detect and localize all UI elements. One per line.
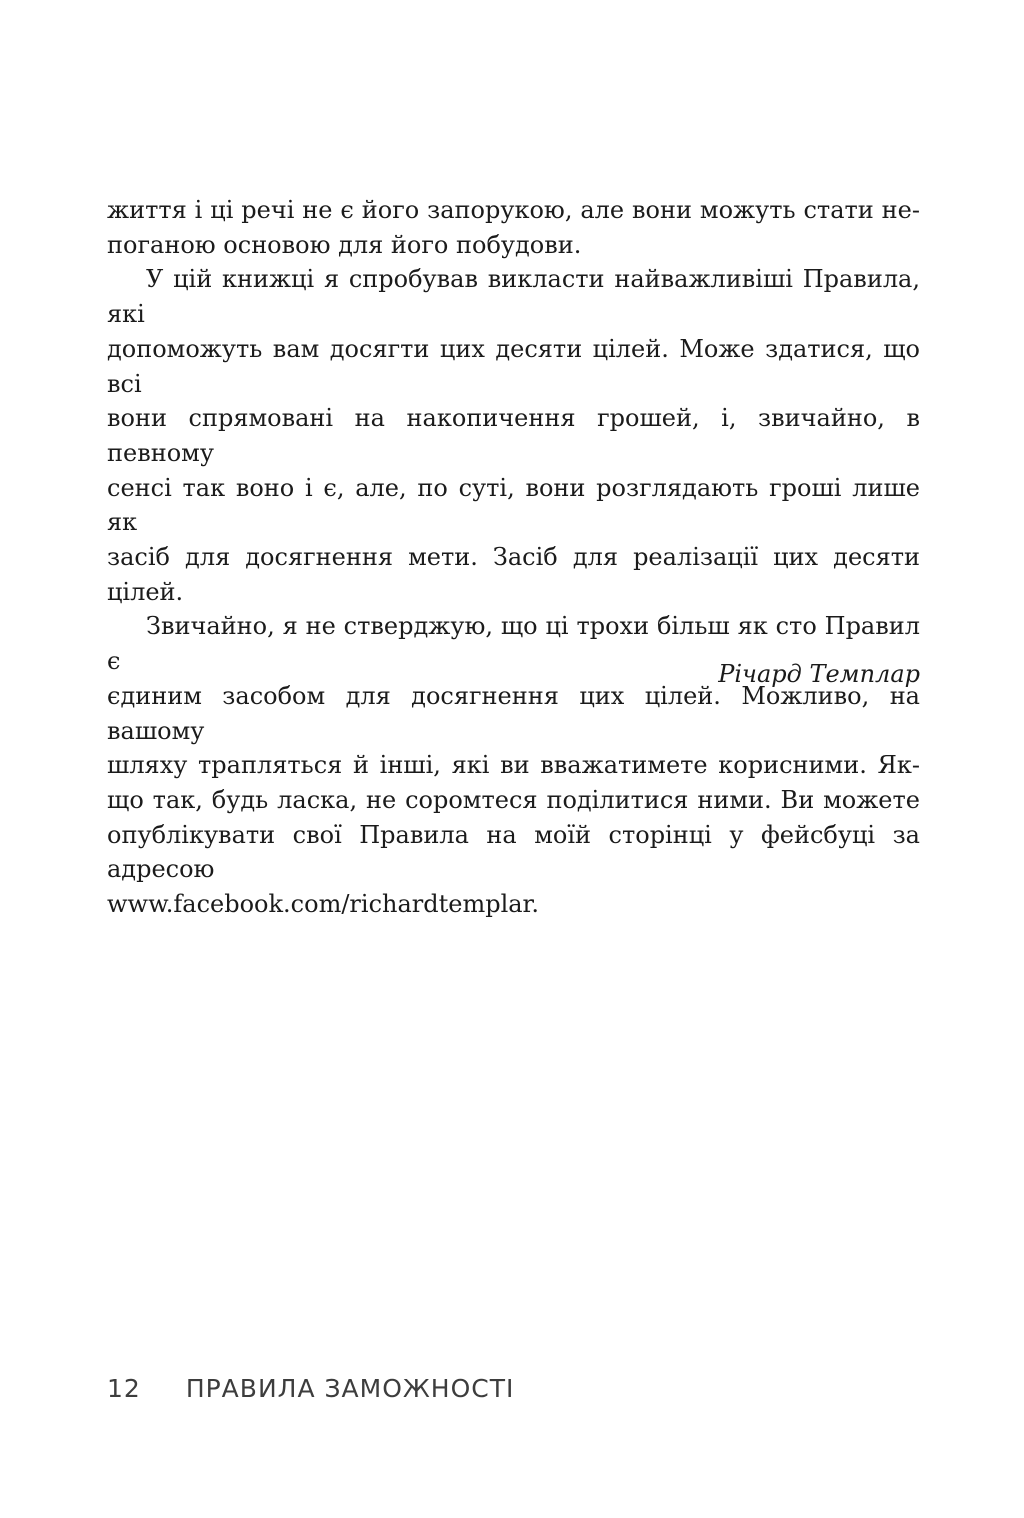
text-line: опублікувати свої Правила на моїй сторінці у фейсбуці за адресою	[107, 820, 920, 884]
text-line: вони спрямовані на накопичення грошей, і, звичайно, в певному	[107, 404, 920, 467]
body-text	[107, 193, 920, 922]
page-number: 12	[107, 1374, 141, 1403]
author-signature: Річард Темплар	[718, 660, 920, 688]
text-line: що так, будь ласка, не соромтеся поділитися ними. Ви можете	[107, 785, 920, 814]
text-line: допоможуть вам досягти цих десяти цілей. Може здатися, що всі	[107, 334, 920, 398]
page-footer	[107, 1374, 514, 1404]
running-title: ПРАВИЛА ЗАМОЖНОСТІ	[185, 1374, 515, 1403]
text-line: Звичайно, я не стверджую, що ці трохи більш як сто Правил є	[107, 612, 920, 676]
text-line: життя і ці речі не є його запорукою, але вони можуть стати не-	[107, 196, 920, 224]
paragraph	[107, 193, 920, 262]
paragraph	[107, 262, 920, 609]
text-line: поганою основою для його побудови.	[107, 230, 582, 259]
text-line: сенсі так воно і є, але, по суті, вони розглядають гроші лише як	[107, 473, 920, 537]
text-line: www.facebook.com/richardtemplar.	[107, 890, 540, 919]
text-line: У цій книжці я спробував викласти найважливіші Правила, які	[107, 265, 920, 329]
text-line: шляху трапляться й інші, які ви вважатимете корисними. Як-	[107, 751, 920, 780]
text-line: єдиним засобом для досягнення цих цілей. Можливо, на вашому	[107, 681, 920, 745]
text-line: засіб для досягнення мети. Засіб для реалізації цих десяти цілей.	[107, 543, 920, 606]
